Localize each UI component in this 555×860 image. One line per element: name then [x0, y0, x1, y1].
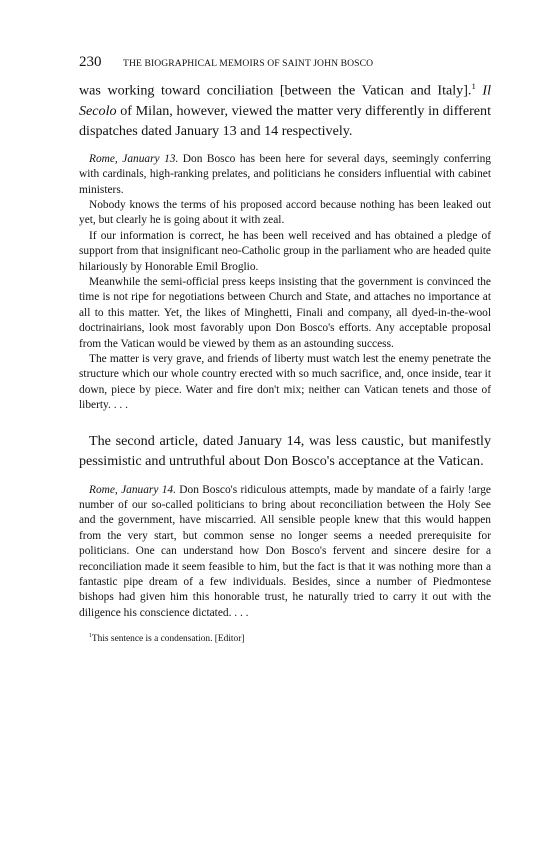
quote-paragraph: If our information is correct, he has been well received and has obtained a pledge of support from that insignificant neo-Catholic group in the parliament who are headed quite hilariously by Honorable Emil Broglio. — [79, 229, 491, 273]
quote-paragraph — [79, 152, 491, 198]
page-number: 230 — [79, 54, 102, 70]
quote-paragraph: Nobody knows the terms of his proposed accord because nothing has been leaked out yet, but clearly he is going about it with zeal. — [79, 198, 491, 227]
dateline: Rome, January 13. — [89, 152, 179, 165]
page-header — [79, 54, 491, 76]
dispatch-january-14 — [79, 483, 491, 622]
dispatch-january-13 — [79, 152, 491, 414]
quote-paragraph: Meanwhile the semi-official press keeps insisting that the government is convinced the time is not ripe for negotiations between Church and State, and attaches no importance at all to this matter. Yet, the likes of Minghetti, Finali and company, all dyed-in-the-wool doctrinairians, look most favorably upon Don Bosco's efforts. Any acceptable proposal from the Vatican would be viewed by them as an astounding success. — [79, 275, 491, 350]
footnote-mark: 1 — [89, 633, 92, 640]
quote-text: Don Bosco has been here for several days, seemingly conferring with cardinals, high-ranking prelates, and politicians he considers influential with cabinet ministers. — [79, 152, 492, 196]
intro-text: was working toward conciliation [between the Vatican and Italy]. — [79, 82, 472, 99]
footnote-reference: 1 — [471, 81, 476, 91]
intro-text-continued: of Milan, however, viewed the matter very differently in different dispatches dated January 13 and 14 respectively. — [79, 102, 491, 139]
intro-paragraph — [79, 76, 491, 141]
quote-text: Don Bosco's ridiculous attempts, made by mandate of a fairly !arge number of our so-called politicians to bring about reconciliation between the Holy See and the government, have miscarried. All sensible people knew that this would happen from the very start, but common sense no longer seems a needed prerequisite for politicians. One can understand how Don Bosco's fervent and sincere desire for a reconciliation made it seem feasible to him, but the fact is that it was nothing more than a fantastic pipe dream of a few individuals. Besides, since a number of Piedmontese bishops had given him this honorable trust, he naturally tried to carry it out with the diligence his conscience dictated. . . . — [79, 483, 491, 619]
running-head: THE BIOGRAPHICAL MEMOIRS OF SAINT JOHN BOSCO — [123, 58, 374, 69]
footnote — [79, 633, 491, 644]
quote-paragraph: The matter is very grave, and friends of liberty must watch lest the enemy penetrate the structure which our whole country erected with so much sacrifice, and, once inside, tear it down, piece by piece. Water and fire don't mix; neither can Vatican tenets and those of liberty. . . . — [79, 352, 491, 412]
transition-paragraph: The second article, dated January 14, was less caustic, but manifestly pessimistic and untruthful about Don Bosco's acceptance at the Vatican. — [79, 432, 491, 469]
book-page — [79, 54, 491, 644]
dateline: Rome, January 14. — [89, 483, 176, 496]
newspaper-title: Il Secolo — [79, 82, 491, 119]
footnote-text: This sentence is a condensation. [Editor] — [91, 634, 245, 645]
quote-paragraph — [79, 483, 491, 622]
